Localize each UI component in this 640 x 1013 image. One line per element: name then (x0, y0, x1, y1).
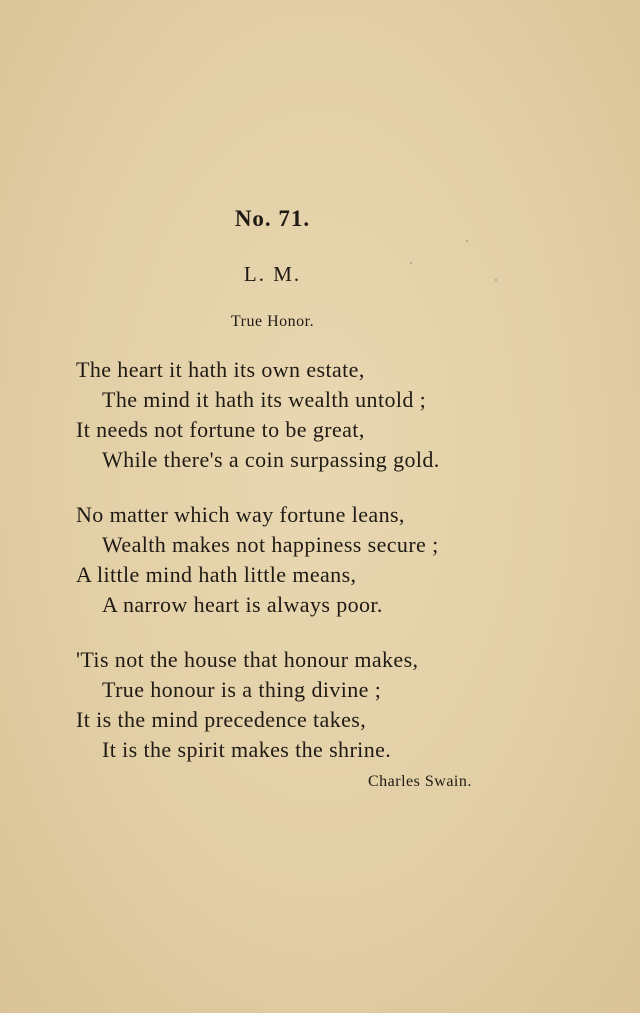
poem-body (76, 355, 596, 790)
poem-line: 'Tis not the house that honour makes, (76, 647, 419, 672)
paper-speck (410, 262, 412, 264)
stanza-1 (76, 355, 596, 475)
stanza-2 (76, 500, 596, 620)
poem-line: The heart it hath its own estate, (76, 357, 365, 382)
poem-line: It is the spirit makes the shrine. (102, 737, 392, 762)
poem-line: A little mind hath little means, (76, 562, 357, 587)
author-attribution: Charles Swain. (368, 773, 472, 790)
poem-line: While there's a coin surpassing gold. (102, 447, 440, 472)
hymn-number: No. 71. (234, 206, 311, 231)
stanza-3 (76, 645, 596, 765)
poem-line: True honour is a thing divine ; (102, 677, 382, 702)
hymn-meter: L. M. (243, 262, 302, 286)
poem-line: It is the mind precedence takes, (76, 707, 367, 732)
poem-line: The mind it hath its wealth untold ; (102, 387, 427, 412)
poem-title: True Honor. (230, 313, 315, 330)
paper-speck (466, 240, 468, 242)
poem-line: A narrow heart is always poor. (102, 592, 383, 617)
poem-line: It needs not fortune to be great, (76, 417, 365, 442)
paper-speck (495, 279, 497, 281)
poem-line: Wealth makes not happiness secure ; (102, 532, 439, 557)
poem-line: No matter which way fortune leans, (76, 502, 405, 527)
